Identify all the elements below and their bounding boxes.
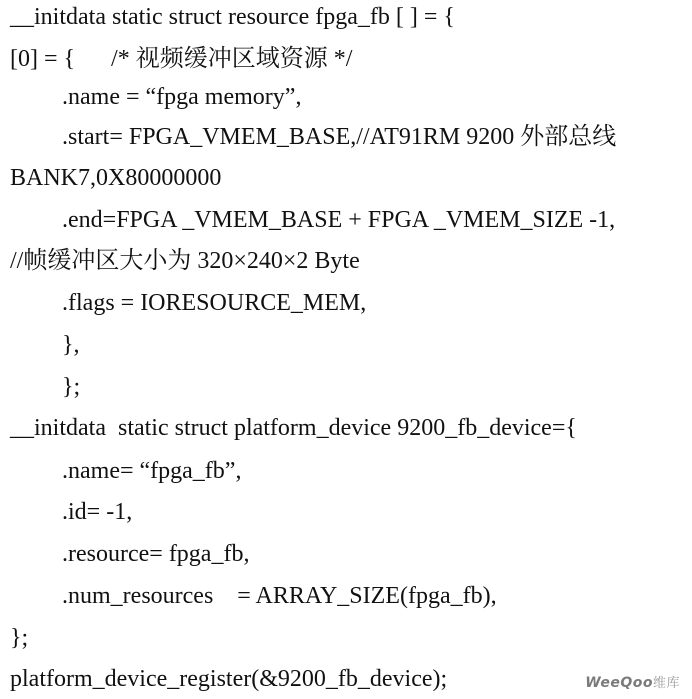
code-line: .flags = IORESOURCE_MEM, xyxy=(62,290,367,316)
code-line: .end=FPGA _VMEM_BASE + FPGA _VMEM_SIZE -1, xyxy=(62,207,616,233)
code-line: __initdata static struct platform_device 9200_fb_device={ xyxy=(10,415,577,441)
code-line: .name = “fpga memory”, xyxy=(62,84,302,110)
code-line: }, xyxy=(62,332,80,358)
code-line: .start= FPGA_VMEM_BASE,//AT91RM 9200 外部总线 xyxy=(62,124,617,150)
code-line: BANK7,0X80000000 xyxy=(10,165,222,191)
code-line: __initdata static struct resource fpga_fb [ ] = { xyxy=(10,4,455,30)
code-line: .name= “fpga_fb”, xyxy=(62,458,242,484)
code-line: .num_resources = ARRAY_SIZE(fpga_fb), xyxy=(62,583,497,609)
code-line: .id= -1, xyxy=(62,499,133,525)
watermark-suffix: 维库 xyxy=(652,676,680,691)
code-line: }; xyxy=(62,374,81,400)
watermark-brand: WeeQoo xyxy=(585,675,653,691)
watermark xyxy=(585,672,680,691)
code-line: platform_device_register(&9200_fb_device); xyxy=(10,666,448,692)
code-line: .resource= fpga_fb, xyxy=(62,541,250,567)
code-line: //帧缓冲区大小为 320×240×2 Byte xyxy=(10,248,360,274)
code-line: }; xyxy=(10,625,29,651)
code-line: [0] = { /* 视频缓冲区域资源 */ xyxy=(10,46,353,72)
